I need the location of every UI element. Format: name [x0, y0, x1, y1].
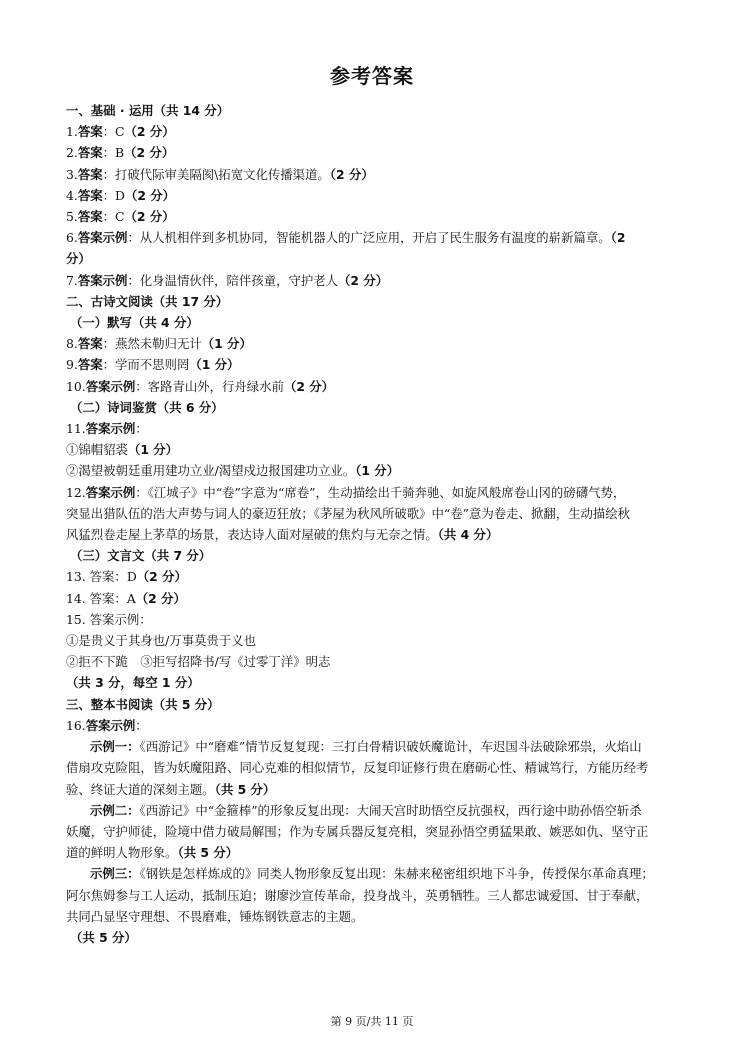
answer-q16-example-1-line-2: 借扇攻克险阻，皆为妖魔阻路、同心克难的相似情节，反复印证修行贵在磨砺心性、精诚笃行，方能历经考: [66, 760, 649, 776]
answer-q7: 7.答案示例：化身温情伙伴，陪伴孩童，守护老人（2 分）: [66, 272, 389, 288]
answer-q15-item-1: ①是贵义于其身也/万事莫贵于义也: [66, 633, 257, 649]
section-heading-1: 一、基础 · 运用（共 14 分）: [66, 103, 230, 118]
answer-content: [66, 100, 688, 948]
answer-q16: 16.答案示例：: [66, 717, 148, 733]
page-number-footer: 第 9 页/共 11 页: [330, 1015, 414, 1028]
answer-q16-example-1-line-3: 验、终证大道的深刻主题。（共 5 分）: [66, 781, 276, 797]
answer-q16-example-1-line-1: 示例一：《西游记》中“磨难”情节反复复现：三打白骨精识破妖魔诡计，车迟国斗法破除邪祟，火焰山: [90, 739, 642, 755]
answer-q8: 8.答案：燕然未勒归无计（1 分）: [66, 336, 252, 352]
answer-q11-item-2: ②渴望被朝廷重用建功立业/渴望戍边报国建功立业。（1 分）: [66, 463, 400, 479]
answer-q16-example-2-line-1: 示例二：《西游记》中“金箍棒”的形象反复出现：大闹天宫时助悟空反抗强权，西行途中助孙悟空斩杀: [90, 802, 642, 818]
answer-q16-example-3-line-1: 示例三：《钢铁是怎样炼成的》同类人物形象反复出现：朱赫来秘密组织地下斗争，传授保尔革命真理；: [90, 866, 654, 882]
answer-q15: 15. 答案示例：: [66, 611, 152, 627]
answer-q16-example-3-line-2: 阿尔焦姆参与工人运动，抵制压迫；谢廖沙宣传革命，投身战斗，英勇牺牲。三人都忠诚爱国、甘于奉献，: [66, 887, 649, 903]
answer-q14: 14. 答案：A（2 分）: [66, 590, 186, 606]
subsection-heading-classical: （三）文言文（共 7 分）: [70, 548, 212, 564]
answer-q6: 6.答案示例：从人机相伴到多机协同，智能机器人的广泛应用，开启了民生服务有温度的崭新篇章。（2: [66, 230, 626, 246]
answer-q2: 2.答案：B（2 分）: [66, 145, 175, 161]
answer-q10: 10.答案示例：客路青山外，行舟绿水前（2 分）: [66, 378, 335, 394]
subsection-heading-dictation: （一）默写（共 4 分）: [70, 315, 199, 331]
answer-q16-example-2-line-3: 道的鲜明人物形象。（共 5 分）: [66, 845, 239, 861]
section-heading-2: 二、古诗文阅读（共 17 分）: [66, 293, 229, 309]
answer-q12-line-2: 突显出猎队伍的浩大声势与词人的豪迈狂放；《茅屋为秋风所破歌》中“卷”意为卷走、掀翻，生动描绘秋: [66, 505, 631, 521]
answer-q15-score: （共 3 分，每空 1 分）: [66, 675, 200, 691]
answer-q4: 4.答案：D（2 分）: [66, 187, 176, 203]
answer-q5: 5.答案：C（2 分）: [66, 209, 175, 225]
answer-q11: 11.答案示例：: [66, 421, 148, 437]
answer-q16-example-2-line-2: 妖魔，守护师徒，险境中借力破局解围；作为专属兵器反复亮相，突显孙悟空勇猛果敢、嫉恶如仇、坚守正: [66, 823, 649, 839]
answer-q16-score: （共 5 分）: [70, 929, 137, 945]
answer-q1: 1.答案：C（2 分）: [66, 124, 175, 140]
answer-q12-line-1: 12.答案示例：《江城子》中“卷”字意为“席卷”，生动描绘出千骑奔驰、如旋风般席卷山冈的磅礴气势，: [66, 484, 626, 500]
answer-q12-line-3: 风猛烈卷走屋上茅草的场景，表达诗人面对屋破的焦灼与无奈之情。（共 4 分）: [66, 527, 499, 543]
answer-q15-item-2: ②拒不下跪 ③拒写招降书/写《过零丁洋》明志: [66, 654, 331, 670]
answer-q6-score-cont: 分）: [66, 251, 91, 267]
section-heading-3: 三、整本书阅读（共 5 分）: [66, 696, 220, 712]
subsection-heading-poetry: （二）诗词鉴赏（共 6 分）: [70, 399, 224, 415]
answer-q11-item-1: ①锦帽貂裘（1 分）: [66, 442, 179, 458]
answer-q16-example-3-line-3: 共同凸显坚守理想、不畏磨难，锤炼钢铁意志的主题。: [66, 908, 364, 924]
answer-q9: 9.答案：学而不思则罔（1 分）: [66, 357, 240, 373]
answer-q3: 3.答案：打破代际审美隔阂\拓宽文化传播渠道。（2 分）: [66, 166, 374, 182]
answer-q13: 13. 答案：D（2 分）: [66, 569, 187, 585]
page-title: 参考答案: [330, 64, 414, 88]
